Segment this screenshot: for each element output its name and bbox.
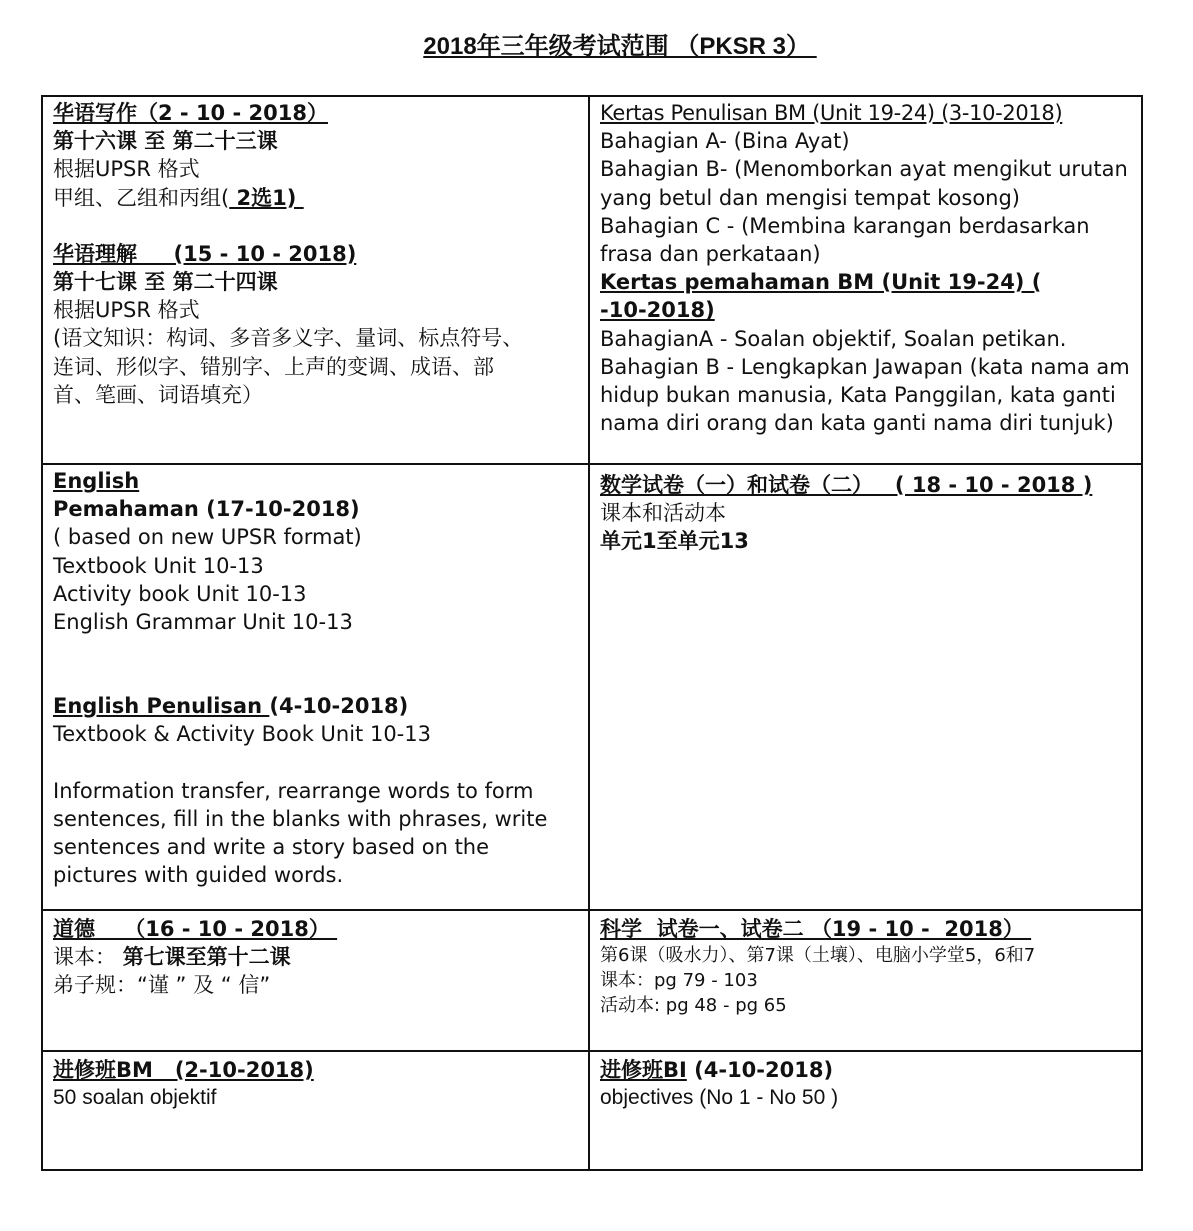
english-writing-desc: sentences, fill in the blanks with phrases, write (53, 806, 548, 831)
remedial-bi-date: (4-10-2018) (686, 1058, 834, 1082)
cell-remedial-bm (43, 1052, 588, 1169)
bm-comp-part-a: BahagianA - Soalan objektif, Soalan petikan. (600, 326, 1067, 351)
moral-textbook-lessons: 第七课至第十二课 (122, 945, 291, 970)
bm-comprehension-heading: -10-2018) (600, 298, 715, 323)
remedial-bi-title: 进修班BI (600, 1058, 687, 1082)
english-grammar: English Grammar Unit 10-13 (53, 610, 353, 635)
cell-moral (43, 911, 588, 1050)
math-heading: 数学试卷（一）和试卷（二） ( 18 - 10 - 2018 ) (600, 473, 1093, 497)
chinese-knowledge-line: 首、笔画、词语填充） (53, 382, 263, 407)
english-writing-desc: Information transfer, rearrange words to form (53, 778, 534, 803)
english-activity: Activity book Unit 10-13 (53, 581, 307, 606)
science-activity: 活动本: pg 48 - pg 65 (600, 995, 787, 1017)
english-writing-desc: sentences and write a story based on the (53, 835, 490, 860)
groups-choice: 2选1) (229, 185, 304, 210)
chinese-comprehension-heading: 华语理解 (15 - 10 - 2018) (53, 241, 357, 266)
cell-science (590, 911, 1141, 1050)
remedial-bm-heading: 进修班BM (2-10-2018) (53, 1058, 314, 1082)
math-books: 课本和活动本 (600, 501, 726, 526)
math-units: 单元1至单元13 (600, 529, 749, 554)
chinese-writing-format: 根据UPSR 格式 (53, 157, 200, 182)
english-writing-title: English Penulisan (53, 694, 270, 719)
chinese-knowledge-line: 连词、形似字、错别字、上声的变调、成语、部 (53, 354, 494, 379)
cell-english (43, 465, 588, 909)
chinese-writing-groups (53, 184, 578, 212)
moral-textbook-prefix: 课本： (53, 945, 123, 970)
moral-dizigui: 弟子规：“谨 ” 及 “ 信” (53, 973, 271, 998)
english-textbook: Textbook Unit 10-13 (53, 553, 264, 578)
remedial-bi-detail: objectives (No 1 - No 50 ) (600, 1086, 839, 1110)
english-comprehension: Pemahaman (17-10-2018) (53, 497, 360, 522)
english-writing-date: (4-10-2018) (269, 694, 409, 719)
chinese-writing-lessons: 第十六课 至 第二十三课 (53, 129, 278, 154)
page-title: 2018年三年级考试范围 （PKSR 3） (423, 33, 817, 60)
bm-part-a: Bahagian A- (Bina Ayat) (600, 129, 850, 154)
bm-part-b: yang betul dan mengisi tempat kosong) (600, 185, 1020, 210)
bm-comp-part-b: Bahagian B - Lengkapkan Jawapan (kata nama am (600, 354, 1130, 379)
groups-prefix: 甲组、乙组和丙组( (53, 185, 230, 210)
cell-remedial-bi (590, 1052, 1141, 1169)
chinese-comprehension-format: 根据UPSR 格式 (53, 298, 200, 323)
science-heading: 科学 试卷一、试卷二 （19 - 10 - 2018） (600, 917, 1032, 941)
chinese-comprehension-lessons: 第十七课 至 第二十四课 (53, 270, 278, 295)
science-textbook: 课本：pg 79 - 103 (600, 970, 758, 992)
science-lessons: 第6课（吸水力）、第7课（土壤）、电脑小学堂5，6和7 (600, 945, 1036, 967)
bm-part-b: Bahagian B- (Menomborkan ayat mengikut urutan (600, 157, 1128, 182)
english-heading: English (53, 469, 140, 493)
cell-bm (590, 97, 1141, 463)
remedial-bi-heading (600, 1054, 1131, 1084)
english-writing-desc: pictures with guided words. (53, 863, 344, 888)
bm-writing-heading: Kertas Penulisan BM (Unit 19-24) (3-10-2018) (600, 101, 1063, 125)
bm-comp-part-b: hidup bukan manusia, Kata Panggilan, kata ganti (600, 383, 1116, 408)
remedial-bm-detail: 50 soalan objektif (53, 1086, 217, 1110)
cell-math (590, 465, 1141, 909)
bm-part-c: Bahagian C - (Membina karangan berdasarkan (600, 213, 1090, 238)
bm-comprehension-heading: Kertas pemahaman BM (Unit 19-24) ( (600, 270, 1042, 295)
moral-textbook (53, 943, 578, 971)
chinese-knowledge-line: (语文知识：构词、多音多义字、量词、标点符号、 (53, 326, 524, 351)
cell-chinese (43, 97, 588, 463)
bm-comp-part-b: nama diri orang dan kata ganti nama diri tunjuk) (600, 411, 1114, 436)
english-format: ( based on new UPSR format) (53, 525, 362, 550)
english-writing-books: Textbook & Activity Book Unit 10-13 (53, 722, 431, 747)
bm-part-c: frasa dan perkataan) (600, 242, 821, 267)
exam-table (41, 95, 1143, 1171)
chinese-writing-heading: 华语写作（2 - 10 - 2018） (53, 101, 328, 125)
english-writing-heading (53, 692, 578, 720)
moral-heading: 道德 （16 - 10 - 2018） (53, 917, 338, 941)
